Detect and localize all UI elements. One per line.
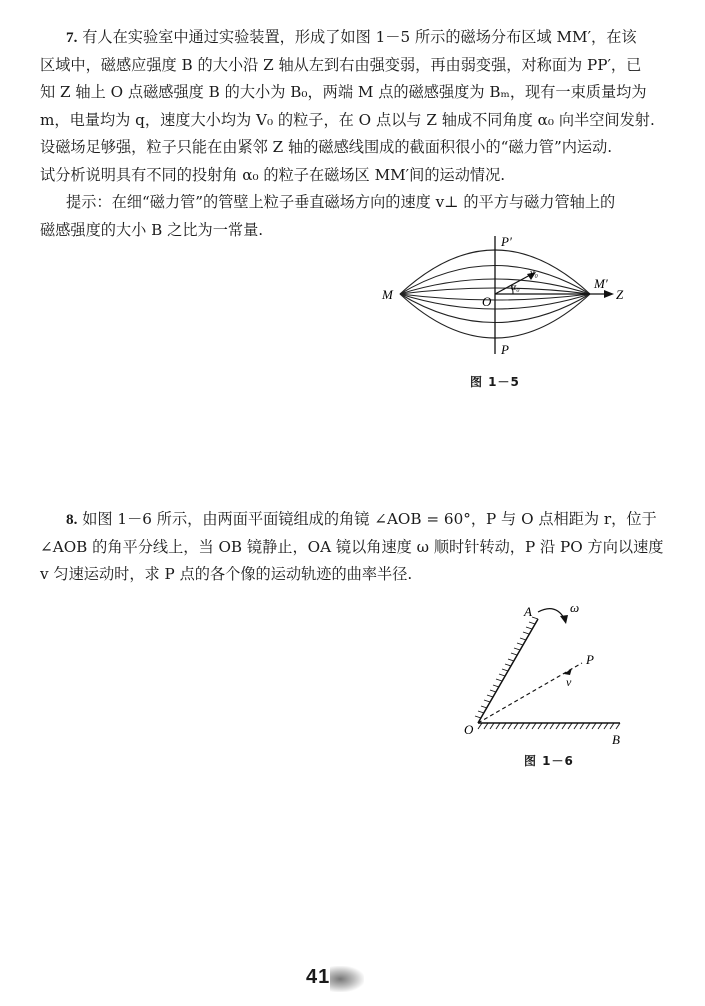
label-p: P: [586, 652, 594, 667]
omega-rotation-arc: [538, 609, 564, 618]
z-axis-arrowhead: [604, 290, 614, 298]
page-number: 41: [306, 966, 331, 988]
label-v0: v₀: [530, 268, 538, 279]
bisector-op: [478, 663, 582, 723]
figure-1-5-caption: 图 1－5: [470, 375, 520, 389]
problem-8-number: 8.: [66, 511, 78, 528]
problem-7-line-3: 知 Z 轴上 O 点磁感强度 B 的大小为 B₀，两端 M 点的磁感强度为 Bₘ，现有一束质量均为: [40, 83, 647, 101]
problem-7-line-5: 设磁场足够强，粒子只能在由紧邻 Z 轴的磁感线围成的截面积很小的“磁力管”内运动.: [40, 138, 613, 156]
omega-arrowhead: [560, 615, 568, 624]
problem-7: [40, 24, 668, 244]
velocity-arrowhead: [564, 668, 572, 675]
problem-8-line-3: v 匀速运动时，求 P 点的各个像的运动轨迹的曲率半径.: [40, 565, 413, 583]
problem-7-line-6: 试分析说明具有不同的投射角 α₀ 的粒子在磁场区 MM′间的运动情况.: [40, 165, 506, 184]
figure-1-6: [460, 598, 630, 748]
problem-7-line-1: 7. 有人在实验室中通过实验装置，形成了如图 1－5 所示的磁场分布区域 MM′，在该: [66, 28, 637, 46]
mirror-ob-hatching: [478, 723, 620, 729]
label-m: M: [382, 287, 393, 302]
problem-7-line-4: m，电量均为 q，速度大小均为 V₀ 的粒子，在 O 点以与 Z 轴成不同角度 α₀ 向半空间发射.: [40, 110, 655, 129]
label-b: B: [612, 732, 620, 747]
problem-7-line-2: 区域中，磁感应强度 B 的大小沿 Z 轴从左到右由强变弱，再由弱变强，对称面为 PP′，已: [40, 55, 642, 74]
label-p-prime: P′: [501, 234, 512, 249]
label-a: A: [524, 604, 532, 619]
mirror-oa-hatching: [475, 617, 538, 718]
label-m-prime: M′: [594, 276, 608, 291]
page-number-smudge: [330, 966, 364, 992]
figure-1-5: [370, 232, 630, 362]
problem-8: [40, 506, 668, 589]
label-v: v: [566, 675, 572, 689]
problem-7-hint-line-2: 磁感强度的大小 B 之比为一常量.: [40, 220, 264, 239]
problem-7-number: 7.: [66, 29, 78, 46]
label-alpha0: α₀: [511, 282, 520, 293]
label-o: O: [464, 722, 474, 737]
label-z: Z: [616, 287, 624, 302]
figure-1-6-caption: 图 1－6: [524, 754, 574, 768]
label-o: O: [482, 294, 492, 309]
problem-7-hint-line-1: 提示：在细“磁力管”的管壁上粒子垂直磁场方向的速度 v⊥ 的平方与磁力管轴上的: [66, 193, 616, 211]
label-p: P: [501, 342, 509, 357]
label-omega: ω: [570, 600, 580, 615]
problem-8-line-2: ∠AOB 的角平分线上，当 OB 镜静止，OA 镜以角速度 ω 顺时针转动，P 沿 PO 方向以速度: [40, 537, 664, 556]
problem-8-line-1: 8. 如图 1－6 所示，由两面平面镜组成的角镜 ∠AOB = 60°，P 与 O 点相距为 r，位于: [66, 510, 657, 528]
